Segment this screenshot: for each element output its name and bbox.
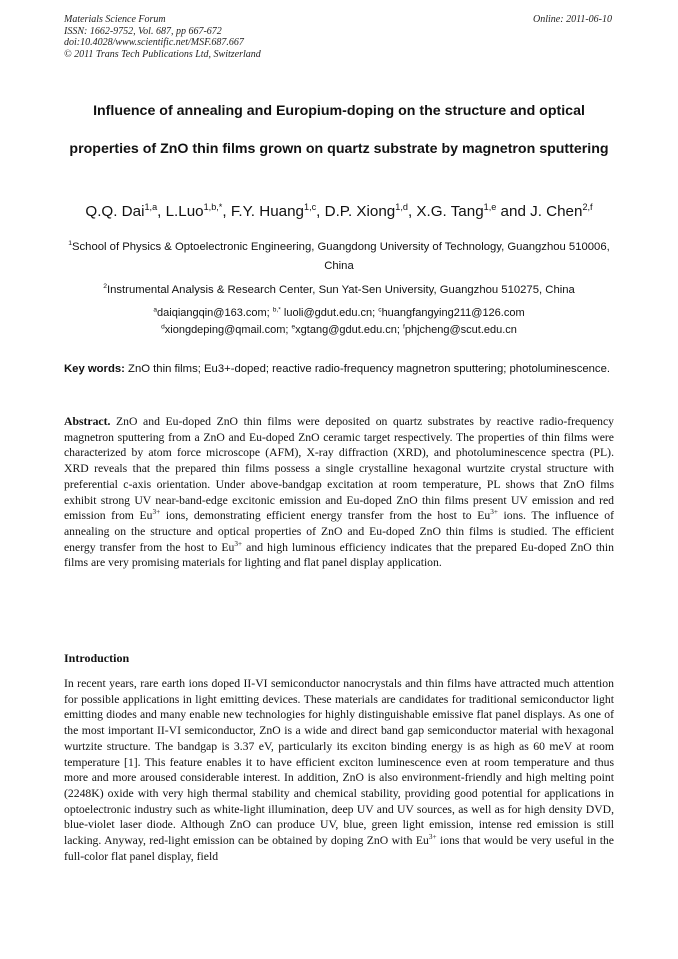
- superscript: 3+: [428, 833, 437, 842]
- author-affiliation-mark: 1,c: [304, 201, 317, 212]
- email-mark: b,*: [272, 306, 281, 314]
- author-emails: [60, 305, 618, 339]
- author-separator: and: [496, 203, 531, 220]
- email-address: huangfangying211@126.com: [381, 307, 525, 319]
- email-line-1: [60, 305, 618, 322]
- affiliation-1: [60, 238, 618, 276]
- email-mark: a: [153, 306, 158, 314]
- journal-header: [64, 14, 261, 60]
- author-affiliation-mark: 1,d: [395, 201, 408, 212]
- author-name: X.G. Tang: [416, 203, 484, 220]
- author-list: [40, 203, 638, 220]
- author-name: D.P. Xiong: [324, 203, 396, 220]
- author-name: F.Y. Huang: [230, 203, 304, 220]
- email-address: luoli@gdut.edu.cn;: [280, 307, 379, 319]
- paper-title: Influence of annealing and Europium-doping on the structure and optical properties of ZnO thin films grown on quartz substrate by magnetron sputtering: [69, 103, 609, 157]
- email-line-2: [60, 322, 618, 339]
- introduction-body: [64, 676, 614, 864]
- affiliation-mark: 2: [103, 283, 107, 291]
- email-mark: d: [161, 323, 165, 331]
- email-mark: e: [291, 323, 296, 331]
- author-affiliation-mark: 1,b,*: [203, 201, 223, 212]
- abstract-text: ZnO and Eu-doped ZnO thin films were deposited on quartz substrates by reactive radio-frequency magnetron sputtering from a ZnO and Eu-doped ZnO ceramic target respectively. The properties of thin films were characterized by atom force microscope (AFM), X-ray diffraction (XRD), and photoluminescence spectra (PL). XRD reveals that the prepared thin films possess a single crystalline hexagonal wurtzite crystal structure with preferential c-axis orientation. Under above-bandgap excitation at room temperature, PL shows that ZnO films exhibit strong UV near-band-edge excitonic emission and Eu-doped ZnO thin films present UV emission and red emission from Eu: [64, 415, 614, 523]
- affiliation-text: School of Physics & Optoelectronic Engineering, Guangdong University of Technology, Guangzhou 510006, China: [71, 241, 610, 272]
- abstract-text: and high luminous efficiency indicates that the prepared Eu-doped ZnO thin films are very promising materials for lighting and flat panel display application.: [64, 540, 614, 570]
- author-separator: ,: [222, 203, 231, 220]
- email-mark: f: [402, 323, 405, 331]
- abstract-text: ions. The influence of annealing on the structure and optical properties of ZnO and Eu-doped ZnO thin films is studied. The efficient energy transfer from the host to Eu: [64, 509, 614, 554]
- author-affiliation-mark: 2,f: [582, 201, 593, 212]
- author-separator: ,: [407, 203, 417, 220]
- email-address: daiqiangqin@163.com;: [157, 307, 273, 319]
- online-date: Online: 2011-06-10: [533, 14, 612, 25]
- affiliation-mark: 1: [68, 240, 72, 248]
- journal-name: Materials Science Forum: [64, 14, 166, 25]
- keywords: [64, 361, 614, 378]
- author-name: J. Chen: [530, 203, 583, 220]
- keywords-label: Key words:: [64, 363, 125, 375]
- copyright-line: © 2011 Trans Tech Publications Ltd, Switzerland: [64, 48, 261, 60]
- author-name: Q.Q. Dai: [85, 203, 145, 220]
- email-mark: c: [378, 306, 382, 314]
- issn-line: ISSN: 1662-9752, Vol. 687, pp 667-672: [64, 25, 222, 37]
- body-text: In recent years, rare earth ions doped II-VI semiconductor nanocrystals and thin films have attracted much attention for possible applications in light emitting devices. These materials are candidates for traditional semiconductor light emitting diodes and many enable new technologies for highly distinguishable emissive flat panel displays. As one of the most important II-VI semiconductor, ZnO is a wide and direct band gap semiconductor material with hexagonal wurtzite structure. The bandgap is 3.37 eV, particularly its exciton binding energy is as high as 60 meV at room temperature [1]. This feature enables it to have efficient exciton luminescence even at room temperature and thus more and more aroused considerable interest. In addition, ZnO is also environment-friendly and high melting point (2248K) oxide with very high thermal stability and chemical stability, providing good potential for applications in optoelectronic industry such as white-light illumination, deep UV and UV sources, as well as for high density DVD, blue-violet laser diode. Although ZnO can produce UV, blue, green light emission, intense red emission is still lacking. Anyway, red-light emission can be obtained by doping ZnO with Eu: [64, 677, 614, 848]
- email-address: phjcheng@scut.edu.cn: [404, 324, 517, 336]
- author-separator: ,: [157, 203, 166, 220]
- doi-line: doi:10.4028/www.scientific.net/MSF.687.667: [64, 37, 244, 48]
- email-address: xiongdeping@qmail.com;: [164, 324, 292, 336]
- affiliation-text: Instrumental Analysis & Research Center, Sun Yat-Sen University, Guangzhou 510275, China: [106, 284, 575, 296]
- abstract-text: ions, demonstrating efficient energy transfer from the host to Eu: [160, 509, 491, 523]
- superscript: 3+: [152, 508, 161, 517]
- section-heading: Introduction: [64, 651, 130, 665]
- author-affiliation-mark: 1,e: [483, 201, 497, 212]
- affiliation-2: [60, 281, 618, 300]
- email-address: xgtang@gdut.edu.cn;: [295, 324, 403, 336]
- author-separator: ,: [316, 203, 325, 220]
- body-text: ions that would be very useful in the full-color flat panel display, field: [64, 834, 614, 863]
- abstract: [64, 414, 614, 571]
- superscript: 3+: [234, 539, 243, 548]
- author-affiliation-mark: 1,a: [144, 201, 158, 212]
- abstract-label: Abstract.: [64, 415, 111, 428]
- keywords-text: ZnO thin films; Eu3+-doped; reactive radio-frequency magnetron sputtering; photoluminescence.: [124, 363, 610, 375]
- superscript: 3+: [490, 508, 498, 517]
- author-name: L.Luo: [165, 203, 204, 220]
